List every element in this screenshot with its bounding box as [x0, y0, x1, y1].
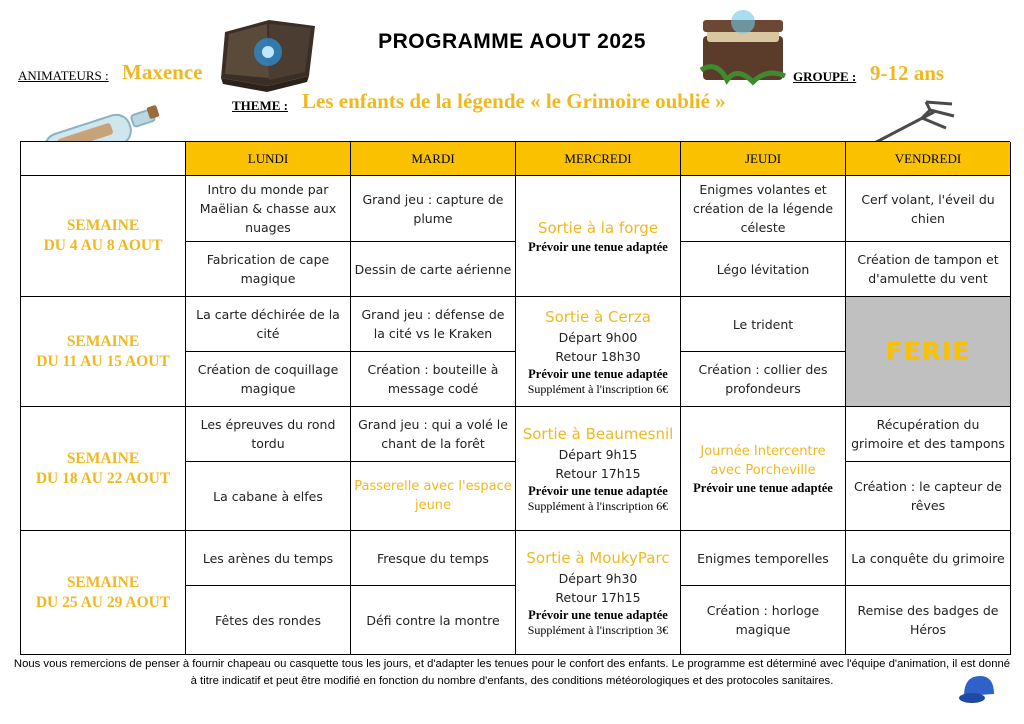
header-vendredi: VENDREDI [846, 142, 1011, 176]
outing-return: Retour 17h15 [555, 466, 641, 481]
outing-return: Retour 17h15 [555, 590, 641, 605]
holiday-label: FERIE [885, 337, 971, 366]
outing-title: Sortie à la forge [537, 219, 659, 237]
header-mercredi: MERCREDI [516, 142, 681, 176]
week-label-line2: DU 11 AU 15 AOUT [36, 352, 170, 370]
outing-departure: Départ 9h15 [558, 447, 638, 462]
week-label-line1: SEMAINE [66, 573, 140, 591]
week-label [21, 407, 186, 531]
activity-cell: Récupération du grimoire et des tampons [846, 407, 1011, 462]
outing-cell [516, 297, 681, 407]
outing-dress-note: Prévoir une tenue adaptée [528, 484, 668, 498]
theme-label: THEME : [232, 98, 288, 113]
outing-departure: Départ 9h30 [558, 571, 638, 586]
activity-cell: Création de coquillage magique [186, 352, 351, 407]
week-label-line2: DU 4 AU 8 AOUT [43, 237, 163, 254]
page-title: PROGRAMME AOUT 2025 [378, 30, 646, 53]
activity-cell: Création : horloge magique [681, 586, 846, 655]
activity-cell: Création : le capteur de rêves [846, 462, 1011, 531]
header-jeudi: JEUDI [681, 142, 846, 176]
outing-cell [516, 407, 681, 531]
outing-supplement: Supplément à l'inscription 3€ [527, 623, 669, 637]
activity-cell: La conquête du grimoire [846, 531, 1011, 586]
outing-title: Sortie à Beaumesnil [522, 425, 674, 443]
outing-return: Retour 18h30 [555, 349, 641, 364]
outing-dress-note: Prévoir une tenue adaptée [528, 240, 668, 254]
groupe-value: 9-12 ans [870, 61, 945, 85]
header-lundi: LUNDI [186, 142, 351, 176]
footer-note: Nous vous remercions de penser à fournir chapeau ou casquette tous les jours, et d'adapter les tenues pour le confort des enfants. Le programme est déterminé avec l'équipe d'animation, il est donné à titre indicatif et peut être modifié en fonction du nombre d'enfants, des conditions météorologiques et des protocoles sanitaires. [13, 658, 1011, 687]
activity-cell: Remise des badges de Héros [846, 586, 1011, 655]
week-label [21, 531, 186, 655]
activity-cell: Légo lévitation [681, 242, 846, 297]
outing-dress-note: Prévoir une tenue adaptée [528, 367, 668, 381]
intercentre-title: Journée Intercentre avec Porcheville [700, 443, 826, 478]
activity-cell: Passerelle avec l'espace jeune [351, 462, 516, 531]
activity-cell: Cerf volant, l'éveil du chien [846, 176, 1011, 242]
activity-cell: Fresque du temps [351, 531, 516, 586]
activity-cell: Création de tampon et d'amulette du vent [846, 242, 1011, 297]
week-label-line1: SEMAINE [66, 217, 140, 234]
activity-cell: Grand jeu : capture de plume [351, 176, 516, 242]
outing-title: Sortie à MoukyParc [526, 549, 670, 567]
holiday-cell [846, 297, 1011, 407]
week-label-line1: SEMAINE [66, 332, 140, 350]
activity-cell: Défi contre la montre [351, 586, 516, 655]
week-label [21, 297, 186, 407]
activity-cell: Les épreuves du rond tordu [186, 407, 351, 462]
outing-title: Sortie à Cerza [545, 308, 651, 326]
activity-cell: Création : collier des profondeurs [681, 352, 846, 407]
outing-cell [516, 531, 681, 655]
activity-cell: Grand jeu : défense de la cité vs le Kraken [351, 297, 516, 352]
table-corner-cell [21, 142, 186, 176]
week-label-line2: DU 18 AU 22 AOUT [35, 469, 171, 487]
activity-cell: Les arènes du temps [186, 531, 351, 586]
header-mardi: MARDI [351, 142, 516, 176]
outing-supplement: Supplément à l'inscription 6€ [527, 382, 669, 396]
animateurs-label: ANIMATEURS : [18, 68, 109, 83]
theme-text: Les enfants de la légende « le Grimoire oublié » [302, 89, 726, 113]
activity-cell: Intro du monde par Maëlian & chasse aux nuages [186, 176, 351, 242]
activity-cell: Création : bouteille à message codé [351, 352, 516, 407]
activity-cell: Fêtes des rondes [186, 586, 351, 655]
activity-cell: Le trident [681, 297, 846, 352]
activity-cell: La cabane à elfes [186, 462, 351, 531]
outing-dress-note: Prévoir une tenue adaptée [528, 608, 668, 622]
activity-cell: Fabrication de cape magique [186, 242, 351, 297]
intercentre-dress-note: Prévoir une tenue adaptée [693, 480, 833, 495]
outing-cell [516, 176, 681, 297]
old-book-icon [697, 10, 789, 90]
activity-cell: Grand jeu : qui a volé le chant de la forêt [351, 407, 516, 462]
activity-cell: Enigmes volantes et création de la légende céleste [681, 176, 846, 242]
programme-table [20, 141, 1010, 655]
animateurs-name: Maxence [122, 60, 203, 84]
activity-cell: La carte déchirée de la cité [186, 297, 351, 352]
activity-cell: Dessin de carte aérienne [351, 242, 516, 297]
spellbook-icon [217, 12, 323, 94]
week-label [21, 176, 186, 297]
intercentre-cell [681, 407, 846, 531]
week-label-line1: SEMAINE [66, 449, 140, 467]
activity-cell: Enigmes temporelles [681, 531, 846, 586]
outing-departure: Départ 9h00 [558, 330, 638, 345]
groupe-label: GROUPE : [793, 69, 857, 84]
outing-supplement: Supplément à l'inscription 6€ [527, 499, 669, 513]
week-label-line2: DU 25 AU 29 AOUT [35, 593, 171, 611]
